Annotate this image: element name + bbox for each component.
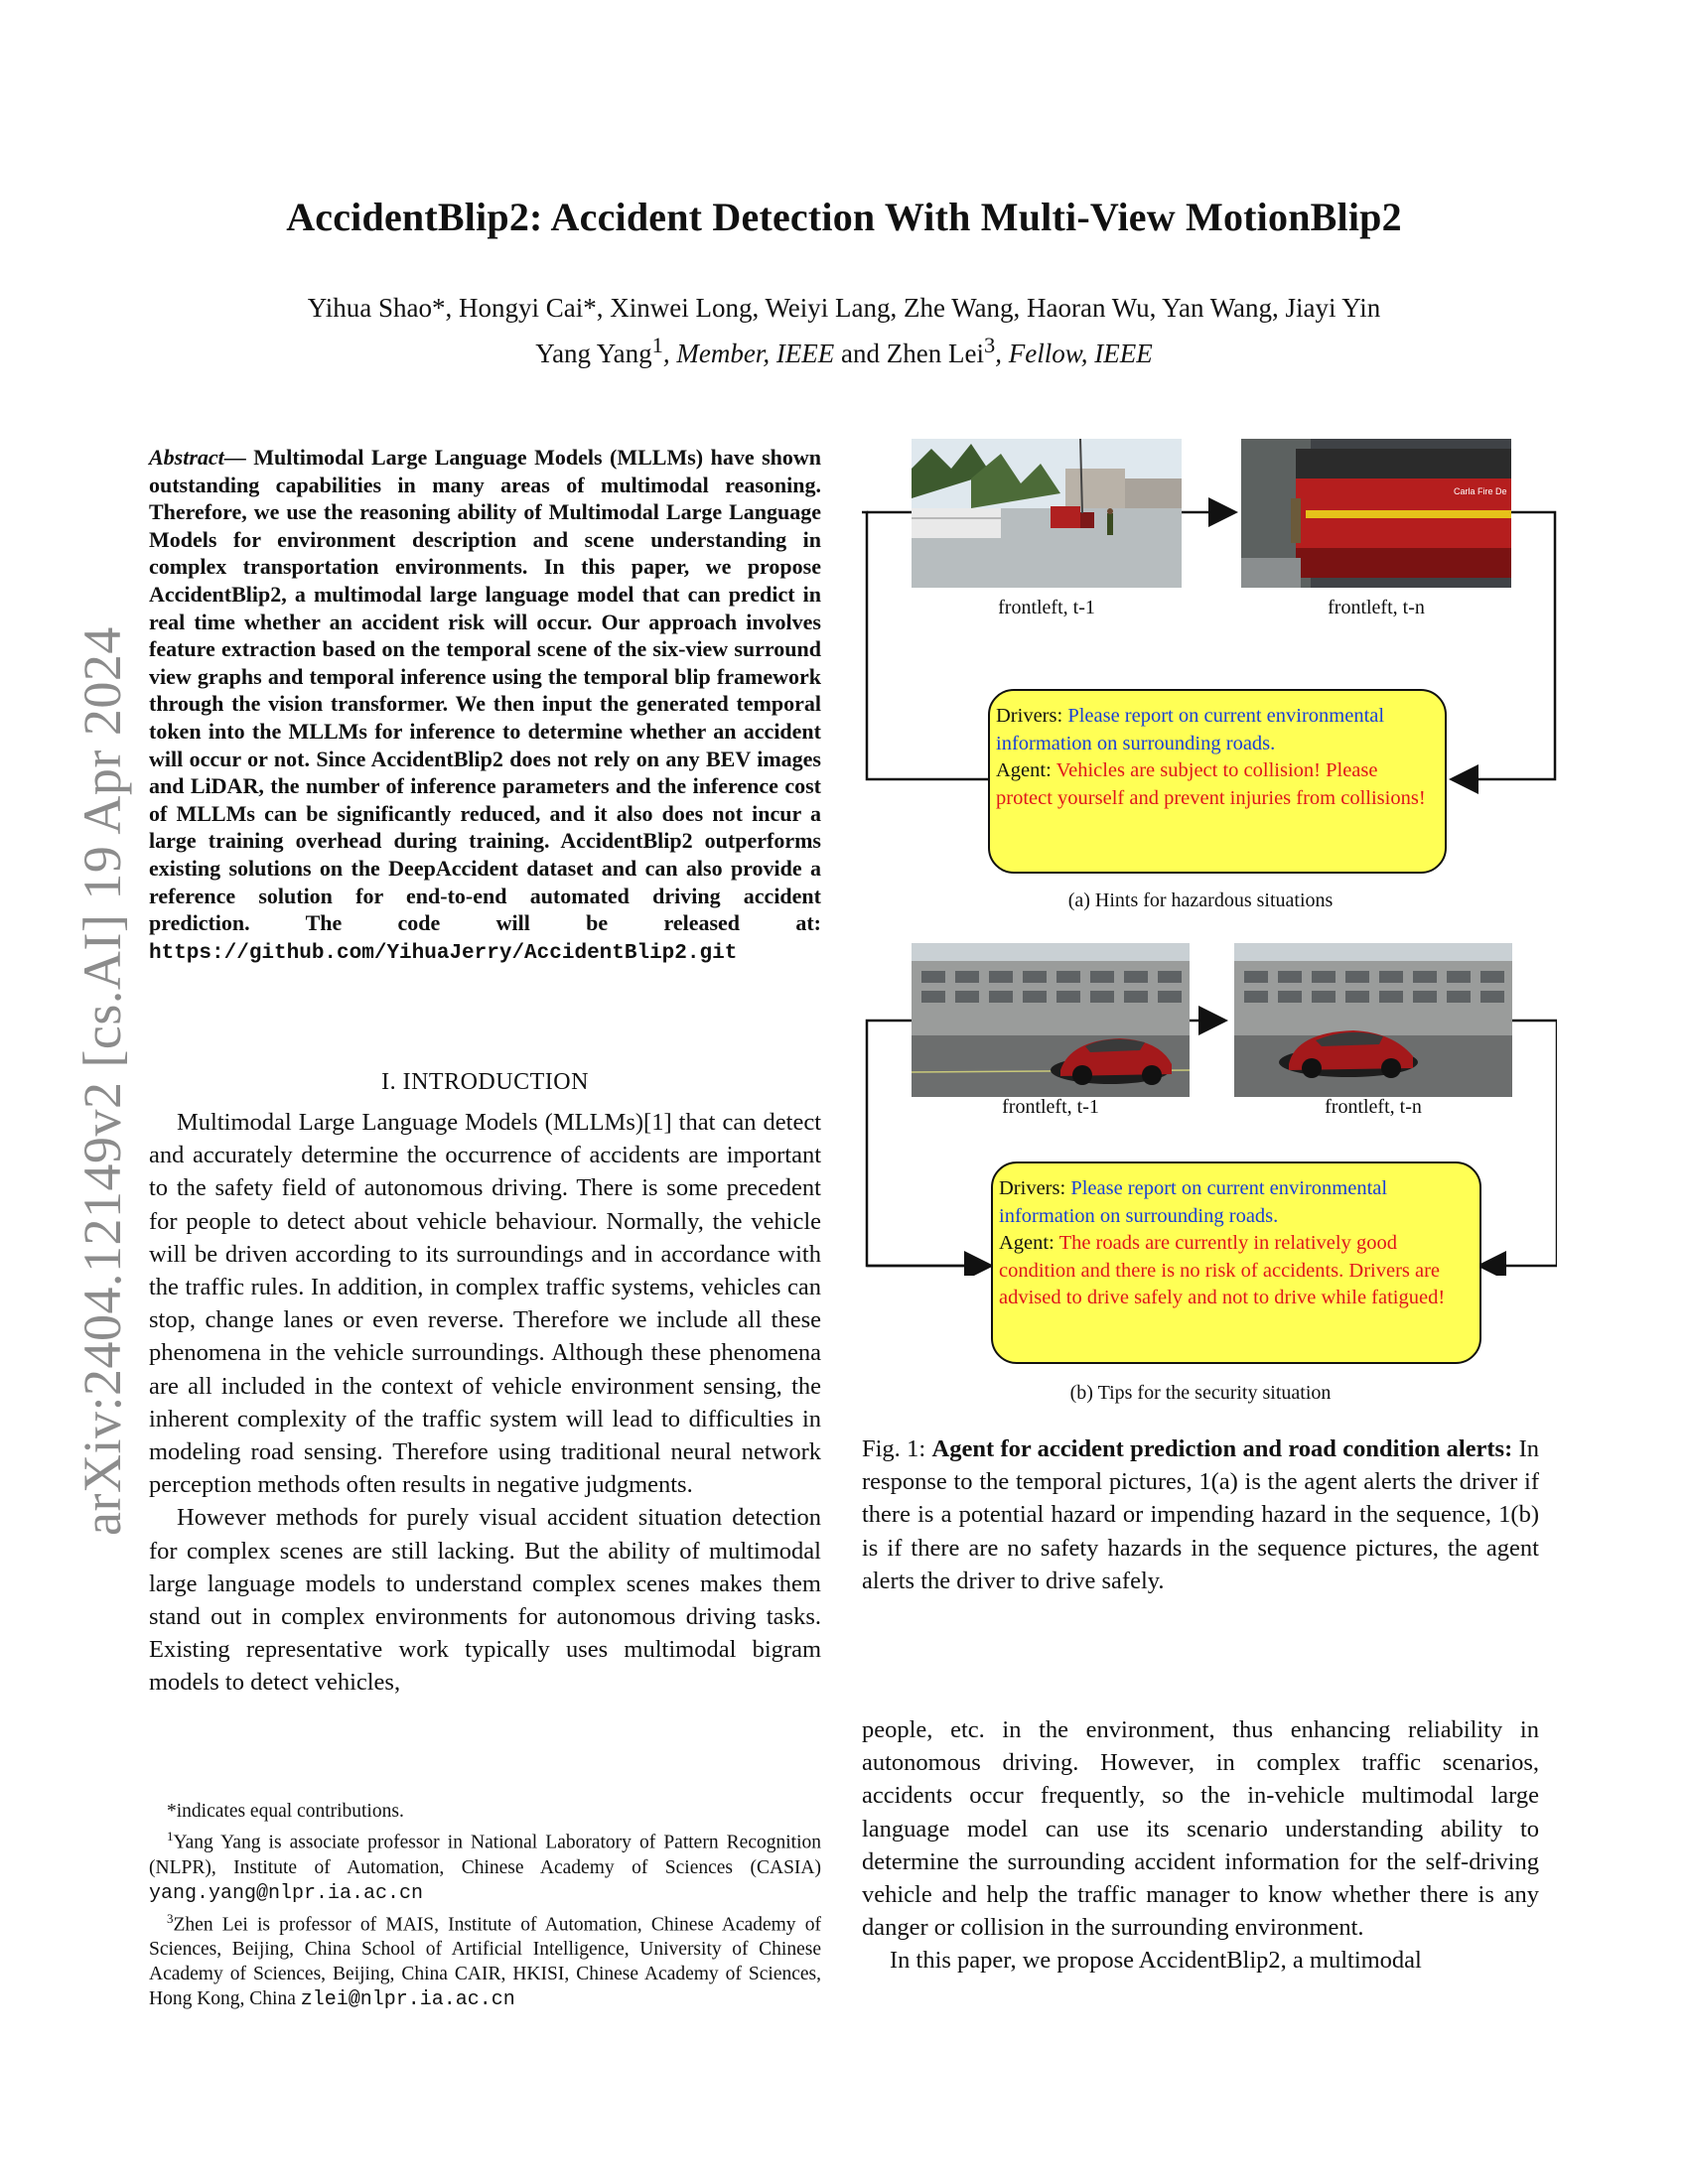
intro-right-paragraph-2: In this paper, we propose AccidentBlip2, a multimodal <box>890 1947 1422 1975</box>
figure-a-label-tn: frontleft, t-n <box>1328 597 1425 618</box>
figure-b-label-tn: frontleft, t-n <box>1325 1096 1422 1118</box>
arxiv-stamp: arXiv:2404.12149v2 [cs.AI] 19 Apr 2024 <box>72 626 132 1536</box>
drivers-label: Drivers: <box>996 705 1068 727</box>
figure-a-image-t1 <box>912 439 1182 588</box>
agent-response: The roads are currently in relatively good condition and there is no risk of accidents. Drivers are advised to drive safely and not to drive while fatigued! <box>999 1232 1446 1308</box>
drivers-prompt: Please report on current environmental information on surrounding roads. <box>996 705 1385 754</box>
authors-line-1: Yihua Shao*, Hongyi Cai*, Xinwei Long, Weiyi Lang, Zhe Wang, Haoran Wu, Yan Wang, Jiayi Yin <box>307 293 1381 323</box>
figure-b-caption: (b) Tips for the security situation <box>1069 1382 1332 1404</box>
figure-a-label-t1: frontleft, t-1 <box>998 597 1095 618</box>
figure-1-text: In response to the temporal pictures, 1(a) is the agent alerts the driver if there is a potential hazard or impending hazard in the sequence, 1(b) is if there are no safety hazards in the sequence pictures, the agent alerts the driver to drive safely. <box>862 1435 1539 1594</box>
figure-a-image-tn <box>1241 439 1511 588</box>
intro-left-text <box>149 1106 821 1700</box>
intro-right-text <box>862 1713 1539 1978</box>
abstract-lead: Abstract <box>149 445 224 470</box>
code-url[interactable]: https://github.com/YihuaJerry/AccidentBlip2.git <box>149 941 738 965</box>
figure-b-image-t1 <box>912 943 1190 1097</box>
figure-1-caption <box>862 1433 1539 1597</box>
agent-response: Vehicles are subject to collision! Please protect yourself and prevent injuries from collisions! <box>996 759 1426 809</box>
footnote-3: $^3$Zhen Lei is professor of MAIS, Institute of Automation, Chinese Academy of Sciences, Beijing, China School of Artificial Intelligence, University of Chinese Academy of Sciences, Beijing, China CAIR, HKISI, Chinese Academy of Sciences, Hong Kong, China zlei@nlpr.ia.ac.cn <box>149 1910 821 2011</box>
footnote-equal: *indicates equal contributions. <box>167 1801 404 1822</box>
figure-1-label: Fig. 1: <box>862 1435 932 1462</box>
intro-paragraph-1: Multimodal Large Language Models (MLLMs)[1] that can detect and accurately determine the occurrence of accidents are important to the safety field of autonomous driving. There is some precedent for people to detect about vehicle behaviour. Normally, the vehicle will be driven according to its surroundings and in accordance with the traffic rules. In addition, in complex traffic systems, vehicles can stop, change lanes or even reverse. Therefore we include all these phenomena in the vehicle surroundings. Although these phenomena are all included in the context of vehicle environment sensing, the inherent complexity of the traffic system will lead to difficulties in modeling road sensing. Therefore using traditional neural network perception methods often results in negative judgments. <box>149 1109 821 1499</box>
figure-b-dialogue-bubble <box>991 1161 1481 1364</box>
truck-label: Carla Fire De <box>1454 486 1507 496</box>
figure-1-title: Agent for accident prediction and road condition alerts: <box>931 1435 1513 1462</box>
drivers-label: Drivers: <box>999 1177 1071 1199</box>
drivers-prompt: Please report on current environmental information on surrounding roads. <box>999 1177 1388 1227</box>
author-list <box>149 290 1539 372</box>
intro-paragraph-2: However methods for purely visual accident situation detection for complex scenes are still lacking. But the ability of multimodal large language models to understand complex scenes makes them stand out in complex environments for autonomous driving tasks. Existing representative work typically uses multimodal bigram models to detect vehicles, <box>149 1504 821 1697</box>
agent-label: Agent: <box>996 759 1056 781</box>
email-yang[interactable]: yang.yang@nlpr.ia.ac.cn <box>149 1881 424 1905</box>
agent-label: Agent: <box>999 1232 1059 1254</box>
figure-a-caption: (a) Hints for hazardous situations <box>1067 889 1334 911</box>
footnotes <box>149 1799 821 2012</box>
figure-b-label-t1: frontleft, t-1 <box>1002 1096 1099 1118</box>
abstract-body: Multimodal Large Language Models (MLLMs) have shown outstanding capabilities in many areas of multimodal reasoning. Therefore, we use the reasoning ability of Multimodal Large Language Models for environment description and scene understanding in complex transportation environments. In this paper, we propose AccidentBlip2, a multimodal large language model that can predict in real time whether an accident risk will occur. Our approach involves feature extraction based on the temporal scene of the six-view surround view graphs and temporal inference using the temporal blip framework through the vision transformer. We then input the generated temporal token into the MLLMs for inference to determine whether an accident will occur or not. Since AccidentBlip2 does not rely on any BEV images and LiDAR, the number of inference parameters and the inference cost of MLLMs can be significantly reduced, and it also does not incur a large training overhead during training. AccidentBlip2 outperforms existing solutions on the DeepAccident dataset and can also provide a reference solution for end-to-end automated driving accident prediction. The code will be released at: <box>149 445 822 936</box>
figure-b-image-tn <box>1234 943 1512 1097</box>
section-heading-introduction: I. INTRODUCTION <box>381 1069 589 1095</box>
intro-right-paragraph-1: people, etc. in the environment, thus enhancing reliability in autonomous driving. However, in complex traffic scenarios, accidents occur frequently, so the in-vehicle multimodal large language model can use its scenario understanding ability to determine the surrounding accident information for the self-driving vehicle and help the traffic manager to know whether there is any danger or collision in the surrounding environment. <box>862 1716 1539 1942</box>
authors-line-2: Yang Yang$^1$, Member, IEEE and Zhen Lei$^3$, Fellow, IEEE <box>535 333 1153 368</box>
paper-title: AccidentBlip2: Accident Detection With Multi-View MotionBlip2 <box>286 195 1402 239</box>
abstract: Abstract— Multimodal Large Language Models (MLLMs) have shown outstanding capabilities in many areas of multimodal reasoning. Therefore, we use the reasoning ability of Multimodal Large Language Models for environment description and scene understanding in complex transportation environments. In this paper, we propose AccidentBlip2, a multimodal large language model that can predict in real time whether an accident risk will occur. Our approach involves feature extraction based on the temporal scene of the six-view surround view graphs and temporal inference using the temporal blip framework through the vision transformer. We then input the generated temporal token into the MLLMs for inference to determine whether an accident will occur or not. Since AccidentBlip2 does not rely on any BEV images and LiDAR, the number of inference parameters and the inference cost of MLLMs can be significantly reduced, and it also does not incur a large training overhead during training. AccidentBlip2 outperforms existing solutions on the DeepAccident dataset and can also provide a reference solution for end-to-end automated driving accident prediction. The code will be released at: https://github.com/YihuaJerry/AccidentBlip2.git <box>149 445 822 965</box>
footnote-1: $^1$Yang Yang is associate professor in National Laboratory of Pattern Recognition (NLPR), Institute of Automation, Chinese Academy of Sciences (CASIA) yang.yang@nlpr.ia.ac.cn <box>149 1829 821 1905</box>
figure-a-dialogue-bubble <box>988 689 1447 874</box>
email-lei[interactable]: zlei@nlpr.ia.ac.cn <box>300 1988 515 2011</box>
